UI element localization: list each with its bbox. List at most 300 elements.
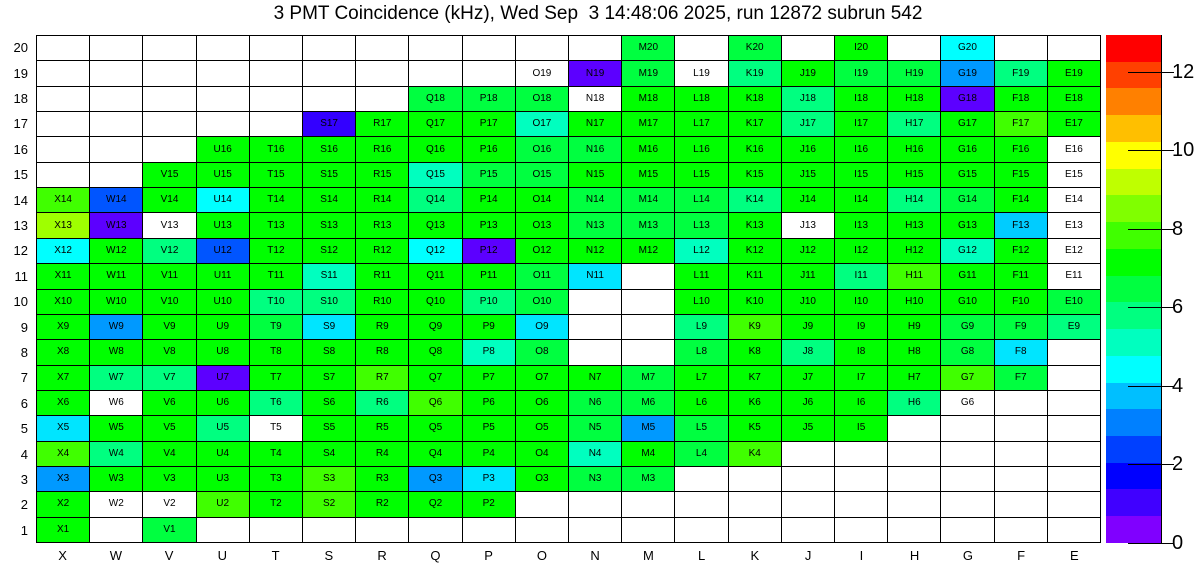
cell-H12 bbox=[888, 239, 941, 264]
cell-H17 bbox=[888, 112, 941, 137]
cell-empty-M9 bbox=[622, 315, 675, 340]
cell-label: T9 bbox=[270, 321, 282, 333]
cell-W5 bbox=[90, 416, 143, 441]
cell-label: M19 bbox=[638, 67, 659, 79]
cell-label: G14 bbox=[958, 194, 977, 206]
cell-empty-W18 bbox=[90, 87, 143, 112]
cell-F15 bbox=[995, 163, 1048, 188]
cell-K6 bbox=[729, 391, 782, 416]
cell-J16 bbox=[782, 137, 835, 162]
cell-label: U6 bbox=[216, 397, 230, 409]
cell-empty-N10 bbox=[569, 290, 622, 315]
cell-K17 bbox=[729, 112, 782, 137]
colorbar-tick bbox=[1128, 150, 1174, 151]
cell-I13 bbox=[835, 213, 888, 238]
cell-label: M14 bbox=[638, 194, 659, 206]
cell-J11 bbox=[782, 264, 835, 289]
cell-label: X13 bbox=[54, 219, 72, 231]
cell-L14 bbox=[675, 188, 728, 213]
cell-G13 bbox=[941, 213, 994, 238]
cell-label: F11 bbox=[1012, 270, 1029, 282]
cell-X14 bbox=[37, 188, 90, 213]
cell-T7 bbox=[250, 366, 303, 391]
cell-empty-J4 bbox=[782, 442, 835, 467]
column-letter-label: J bbox=[804, 547, 812, 563]
cell-F17 bbox=[995, 112, 1048, 137]
cell-label: J13 bbox=[799, 219, 816, 231]
cell-label: S12 bbox=[320, 244, 338, 256]
cell-R17 bbox=[356, 112, 409, 137]
cell-empty-P20 bbox=[463, 36, 516, 61]
cell-label: U12 bbox=[213, 244, 232, 256]
cell-label: S9 bbox=[322, 321, 336, 333]
cell-empty-L2 bbox=[675, 492, 728, 517]
cell-label: X9 bbox=[56, 321, 70, 333]
cell-label: H19 bbox=[905, 67, 924, 79]
cell-label: J11 bbox=[800, 270, 816, 282]
cell-G16 bbox=[941, 137, 994, 162]
cell-O5 bbox=[516, 416, 569, 441]
cell-label: E12 bbox=[1065, 244, 1083, 256]
cell-empty-W16 bbox=[90, 137, 143, 162]
cell-label: S15 bbox=[320, 168, 338, 180]
cell-label: R4 bbox=[375, 447, 389, 459]
cell-U12 bbox=[197, 239, 250, 264]
cell-empty-T17 bbox=[250, 112, 303, 137]
cell-L19 bbox=[675, 61, 728, 86]
cell-L8 bbox=[675, 340, 728, 365]
cell-H19 bbox=[888, 61, 941, 86]
cell-label: T7 bbox=[270, 371, 282, 383]
cell-label: E13 bbox=[1065, 219, 1083, 231]
cell-S3 bbox=[303, 467, 356, 492]
cell-label: Q15 bbox=[426, 168, 445, 180]
cell-S15 bbox=[303, 163, 356, 188]
cell-empty-R18 bbox=[356, 87, 409, 112]
cell-empty-E1 bbox=[1048, 518, 1101, 543]
cell-F7 bbox=[995, 366, 1048, 391]
row-number-label: 14 bbox=[13, 192, 28, 208]
cell-label: T6 bbox=[270, 397, 282, 409]
cell-E11 bbox=[1048, 264, 1101, 289]
cell-empty-E6 bbox=[1048, 391, 1101, 416]
cell-K20 bbox=[729, 36, 782, 61]
cell-N17 bbox=[569, 112, 622, 137]
row-number-label: 7 bbox=[20, 370, 28, 386]
cell-W7 bbox=[90, 366, 143, 391]
chart-title: 3 PMT Coincidence (kHz), Wed Sep 3 14:48:06 2025, run 12872 subrun 542 bbox=[273, 3, 923, 24]
colorbar-band bbox=[1106, 195, 1161, 222]
cell-I18 bbox=[835, 87, 888, 112]
cell-label: T12 bbox=[267, 244, 285, 256]
cell-label: P15 bbox=[479, 168, 498, 180]
cell-label: I16 bbox=[854, 143, 869, 155]
cell-label: O15 bbox=[532, 168, 552, 180]
cell-J17 bbox=[782, 112, 835, 137]
cell-label: R11 bbox=[373, 270, 392, 282]
cell-empty-T19 bbox=[250, 61, 303, 86]
column-letter-label: R bbox=[377, 547, 387, 563]
cell-label: O19 bbox=[532, 67, 552, 79]
row-number-label: 2 bbox=[20, 497, 28, 513]
cell-label: P14 bbox=[479, 194, 498, 206]
colorbar-axis-line bbox=[1161, 35, 1162, 544]
colorbar-band bbox=[1106, 463, 1161, 490]
cell-K7 bbox=[729, 366, 782, 391]
cell-W11 bbox=[90, 264, 143, 289]
cell-label: N3 bbox=[588, 473, 602, 485]
cell-P6 bbox=[463, 391, 516, 416]
cell-W12 bbox=[90, 239, 143, 264]
cell-label: V1 bbox=[163, 523, 176, 535]
colorbar-tick bbox=[1128, 464, 1174, 465]
cell-label: X5 bbox=[56, 422, 70, 434]
cell-label: T5 bbox=[270, 422, 282, 434]
cell-N6 bbox=[569, 391, 622, 416]
cell-empty-S20 bbox=[303, 36, 356, 61]
cell-empty-E8 bbox=[1048, 340, 1101, 365]
cell-label: H15 bbox=[905, 168, 924, 180]
cell-empty-N20 bbox=[569, 36, 622, 61]
cell-label: M7 bbox=[641, 371, 656, 383]
cell-O18 bbox=[516, 87, 569, 112]
cell-label: V12 bbox=[160, 244, 179, 256]
cell-label: T4 bbox=[270, 447, 282, 459]
cell-label: Q17 bbox=[426, 118, 445, 130]
cell-I11 bbox=[835, 264, 888, 289]
colorbar-band bbox=[1106, 276, 1161, 303]
cell-label: Q6 bbox=[428, 397, 443, 409]
cell-J7 bbox=[782, 366, 835, 391]
cell-label: F15 bbox=[1012, 168, 1030, 180]
cell-label: P8 bbox=[482, 346, 495, 358]
x-axis-column-letters bbox=[36, 545, 1101, 565]
cell-G19 bbox=[941, 61, 994, 86]
cell-label: J7 bbox=[802, 371, 814, 383]
cell-I12 bbox=[835, 239, 888, 264]
cell-label: I17 bbox=[854, 118, 869, 130]
cell-X2 bbox=[37, 492, 90, 517]
cell-F18 bbox=[995, 87, 1048, 112]
cell-label: K5 bbox=[748, 422, 761, 434]
cell-empty-Q20 bbox=[409, 36, 462, 61]
cell-F9 bbox=[995, 315, 1048, 340]
cell-R3 bbox=[356, 467, 409, 492]
cell-U6 bbox=[197, 391, 250, 416]
cell-label: G12 bbox=[958, 244, 977, 256]
cell-Q14 bbox=[409, 188, 462, 213]
cell-G18 bbox=[941, 87, 994, 112]
cell-label: M18 bbox=[638, 92, 659, 104]
cell-S8 bbox=[303, 340, 356, 365]
cell-P5 bbox=[463, 416, 516, 441]
cell-empty-H20 bbox=[888, 36, 941, 61]
cell-E19 bbox=[1048, 61, 1101, 86]
column-letter-label: G bbox=[962, 547, 973, 563]
cell-Q9 bbox=[409, 315, 462, 340]
cell-empty-O2 bbox=[516, 492, 569, 517]
colorbar-band bbox=[1106, 35, 1161, 62]
cell-Q7 bbox=[409, 366, 462, 391]
cell-label: H14 bbox=[905, 194, 924, 206]
cell-N18 bbox=[569, 87, 622, 112]
cell-empty-F6 bbox=[995, 391, 1048, 416]
cell-label: H17 bbox=[905, 118, 924, 130]
column-letter-label: H bbox=[909, 547, 920, 563]
cell-label: J15 bbox=[799, 168, 816, 180]
cell-W6 bbox=[90, 391, 143, 416]
cell-label: X8 bbox=[56, 346, 70, 358]
cell-F8 bbox=[995, 340, 1048, 365]
cell-P17 bbox=[463, 112, 516, 137]
colorbar-band bbox=[1106, 329, 1161, 356]
cell-label: E18 bbox=[1065, 92, 1083, 104]
cell-label: F19 bbox=[1012, 67, 1030, 79]
cell-empty-R20 bbox=[356, 36, 409, 61]
cell-E13 bbox=[1048, 213, 1101, 238]
colorbar-band bbox=[1106, 115, 1161, 142]
row-number-label: 6 bbox=[20, 395, 28, 411]
cell-label: H7 bbox=[907, 371, 921, 383]
cell-L10 bbox=[675, 290, 728, 315]
cell-X8 bbox=[37, 340, 90, 365]
cell-label: F12 bbox=[1012, 244, 1030, 256]
cell-empty-V17 bbox=[143, 112, 196, 137]
cell-empty-S18 bbox=[303, 87, 356, 112]
cell-label: V11 bbox=[160, 270, 179, 282]
cell-F12 bbox=[995, 239, 1048, 264]
cell-U4 bbox=[197, 442, 250, 467]
cell-label: O5 bbox=[535, 422, 549, 434]
colorbar-tick bbox=[1128, 543, 1174, 544]
cell-empty-K3 bbox=[729, 467, 782, 492]
cell-label: T14 bbox=[267, 194, 285, 206]
cell-H13 bbox=[888, 213, 941, 238]
cell-empty-O1 bbox=[516, 518, 569, 543]
cell-label: Q5 bbox=[428, 422, 443, 434]
cell-P4 bbox=[463, 442, 516, 467]
cell-empty-U1 bbox=[197, 518, 250, 543]
cell-V1 bbox=[143, 518, 196, 543]
cell-V4 bbox=[143, 442, 196, 467]
cell-P18 bbox=[463, 87, 516, 112]
cell-I5 bbox=[835, 416, 888, 441]
cell-R8 bbox=[356, 340, 409, 365]
cell-T8 bbox=[250, 340, 303, 365]
cell-label: V7 bbox=[163, 371, 176, 383]
cell-O13 bbox=[516, 213, 569, 238]
row-number-label: 18 bbox=[13, 90, 28, 106]
cell-K18 bbox=[729, 87, 782, 112]
cell-S12 bbox=[303, 239, 356, 264]
cell-label: U9 bbox=[216, 321, 230, 333]
row-number-label: 13 bbox=[13, 217, 28, 233]
cell-T16 bbox=[250, 137, 303, 162]
cell-empty-V18 bbox=[143, 87, 196, 112]
cell-label: P16 bbox=[479, 143, 498, 155]
cell-label: S11 bbox=[320, 270, 338, 282]
cell-W13 bbox=[90, 213, 143, 238]
colorbar-tick-label: 2 bbox=[1172, 453, 1184, 476]
cell-O10 bbox=[516, 290, 569, 315]
cell-label: K11 bbox=[746, 270, 764, 282]
cell-label: O16 bbox=[532, 143, 552, 155]
cell-L7 bbox=[675, 366, 728, 391]
cell-label: K18 bbox=[745, 92, 764, 104]
cell-label: R5 bbox=[375, 422, 389, 434]
cell-label: J14 bbox=[799, 194, 816, 206]
cell-label: W9 bbox=[108, 321, 124, 333]
cell-J8 bbox=[782, 340, 835, 365]
cell-label: X11 bbox=[54, 270, 72, 282]
cell-T9 bbox=[250, 315, 303, 340]
cell-label: M3 bbox=[641, 473, 656, 485]
cell-empty-M2 bbox=[622, 492, 675, 517]
cell-empty-W17 bbox=[90, 112, 143, 137]
cell-label: P3 bbox=[482, 473, 495, 485]
colorbar-band bbox=[1106, 436, 1161, 463]
cell-E16 bbox=[1048, 137, 1101, 162]
cell-label: N18 bbox=[585, 92, 605, 104]
cell-R5 bbox=[356, 416, 409, 441]
cell-label: N17 bbox=[585, 118, 605, 130]
colorbar-band bbox=[1106, 489, 1161, 516]
cell-empty-J1 bbox=[782, 518, 835, 543]
cell-N7 bbox=[569, 366, 622, 391]
cell-empty-O20 bbox=[516, 36, 569, 61]
cell-label: W7 bbox=[108, 371, 124, 383]
cell-label: P10 bbox=[479, 295, 498, 307]
cell-label: K19 bbox=[745, 67, 764, 79]
cell-empty-X16 bbox=[37, 137, 90, 162]
column-letter-label: S bbox=[324, 547, 334, 563]
cell-N4 bbox=[569, 442, 622, 467]
cell-label: M16 bbox=[638, 143, 659, 155]
cell-N3 bbox=[569, 467, 622, 492]
cell-label: W14 bbox=[106, 194, 127, 206]
cell-W2 bbox=[90, 492, 143, 517]
colorbar-band bbox=[1106, 249, 1161, 276]
cell-N11 bbox=[569, 264, 622, 289]
cell-label: K15 bbox=[745, 168, 764, 180]
cell-W10 bbox=[90, 290, 143, 315]
cell-empty-N2 bbox=[569, 492, 622, 517]
cell-F16 bbox=[995, 137, 1048, 162]
cell-label: L7 bbox=[695, 371, 708, 383]
cell-label: G10 bbox=[958, 295, 977, 307]
cell-O14 bbox=[516, 188, 569, 213]
cell-label: S6 bbox=[322, 397, 336, 409]
cell-label: K20 bbox=[745, 42, 764, 54]
cell-label: N13 bbox=[585, 219, 605, 231]
cell-M18 bbox=[622, 87, 675, 112]
cell-label: W3 bbox=[108, 473, 124, 485]
cell-label: P9 bbox=[482, 321, 495, 333]
cell-label: H8 bbox=[907, 346, 921, 358]
cell-O19 bbox=[516, 61, 569, 86]
cell-R2 bbox=[356, 492, 409, 517]
cell-V7 bbox=[143, 366, 196, 391]
cell-empty-J20 bbox=[782, 36, 835, 61]
cell-empty-L20 bbox=[675, 36, 728, 61]
cell-label: P18 bbox=[479, 92, 498, 104]
cell-R12 bbox=[356, 239, 409, 264]
column-letter-label: K bbox=[750, 547, 760, 563]
cell-O11 bbox=[516, 264, 569, 289]
cell-K10 bbox=[729, 290, 782, 315]
cell-label: J12 bbox=[799, 244, 816, 256]
cell-empty-P1 bbox=[463, 518, 516, 543]
cell-R10 bbox=[356, 290, 409, 315]
cell-empty-N8 bbox=[569, 340, 622, 365]
cell-label: H11 bbox=[905, 270, 924, 282]
cell-empty-E3 bbox=[1048, 467, 1101, 492]
cell-H10 bbox=[888, 290, 941, 315]
cell-T3 bbox=[250, 467, 303, 492]
column-letter-label: E bbox=[1070, 547, 1079, 563]
cell-label: M20 bbox=[638, 42, 659, 54]
cell-H11 bbox=[888, 264, 941, 289]
cell-S17 bbox=[303, 112, 356, 137]
cell-L18 bbox=[675, 87, 728, 112]
cell-label: P6 bbox=[482, 397, 495, 409]
cell-label: P17 bbox=[479, 118, 498, 130]
cell-T13 bbox=[250, 213, 303, 238]
cell-W3 bbox=[90, 467, 143, 492]
cell-label: I14 bbox=[854, 194, 869, 206]
cell-P15 bbox=[463, 163, 516, 188]
cell-empty-H3 bbox=[888, 467, 941, 492]
cell-label: I12 bbox=[854, 244, 869, 256]
cell-W9 bbox=[90, 315, 143, 340]
cell-O3 bbox=[516, 467, 569, 492]
cell-label: S2 bbox=[322, 498, 336, 510]
cell-empty-U20 bbox=[197, 36, 250, 61]
cell-M6 bbox=[622, 391, 675, 416]
cell-R11 bbox=[356, 264, 409, 289]
cell-label: G11 bbox=[958, 270, 977, 282]
cell-label: L19 bbox=[693, 67, 710, 79]
cell-I15 bbox=[835, 163, 888, 188]
colorbar-tick bbox=[1128, 229, 1174, 230]
cell-label: L16 bbox=[693, 143, 710, 155]
cell-U14 bbox=[197, 188, 250, 213]
cell-empty-S19 bbox=[303, 61, 356, 86]
cell-label: K17 bbox=[745, 118, 764, 130]
cell-label: V4 bbox=[163, 447, 176, 459]
cell-O16 bbox=[516, 137, 569, 162]
cell-label: S7 bbox=[322, 371, 336, 383]
cell-label: J8 bbox=[802, 346, 814, 358]
cell-empty-I2 bbox=[835, 492, 888, 517]
cell-label: T3 bbox=[270, 473, 282, 485]
cell-M7 bbox=[622, 366, 675, 391]
cell-label: S14 bbox=[320, 194, 338, 206]
cell-K5 bbox=[729, 416, 782, 441]
cell-label: O9 bbox=[535, 321, 549, 333]
cell-label: V9 bbox=[163, 321, 176, 333]
cell-Q3 bbox=[409, 467, 462, 492]
cell-empty-V20 bbox=[143, 36, 196, 61]
cell-label: J10 bbox=[799, 295, 816, 307]
cell-label: V2 bbox=[163, 498, 176, 510]
cell-label: N15 bbox=[585, 168, 605, 180]
cell-I19 bbox=[835, 61, 888, 86]
cell-label: X1 bbox=[56, 523, 70, 535]
cell-label: E16 bbox=[1065, 143, 1083, 155]
column-letter-label: L bbox=[698, 547, 706, 563]
cell-label: U14 bbox=[213, 194, 232, 206]
